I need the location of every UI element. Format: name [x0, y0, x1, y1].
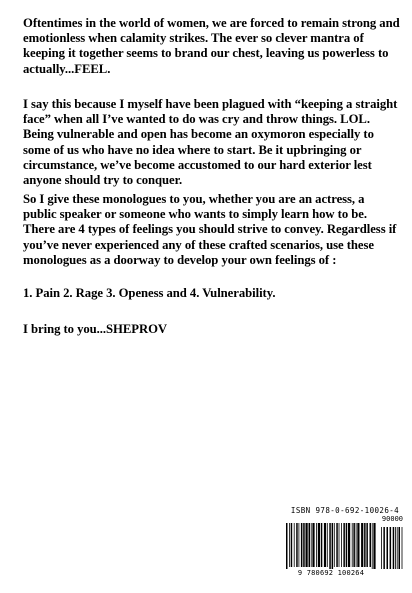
barcode-bars [285, 523, 405, 569]
experience-paragraph: I say this because I myself have been plagued with “keeping a straight face” when all I’ve wanted to do was cry and throw things. LOL. Being vulnerable and open has become an oxymoron especially to some of us who have no idea where to start. Be it upbringing or circumstance, we’ve become accustomed to our hard exterior lest anyone should try to conquer. [23, 97, 398, 188]
monologues-paragraph: So I give these monologues to you, whether you are an actress, a public speaker or someone who wants to simply learn how to be. There are 4 types of feelings you should strive to convey. Regardless if you’ve never experienced any of these crafted scenarios, use these monologues as a doorway to develop your own feelings of : [23, 192, 397, 267]
feelings-list: 1. Pain 2. Rage 3. Openess and 4. Vulnerability. [23, 286, 276, 300]
isbn-barcode [285, 506, 405, 582]
closing-line: I bring to you...SHEPROV [23, 322, 168, 336]
intro-paragraph: Oftentimes in the world of women, we are forced to remain strong and emotionless when calamity strikes. The ever so clever mantra of keeping it together seems to brand our chest, leaving us powerless to actually...FEEL. [23, 16, 400, 76]
barcode-digits: 9 780692 100264 [297, 569, 365, 577]
addon-code: 90000 [381, 515, 403, 523]
isbn-label: ISBN 978-0-692-10026-4 [290, 506, 400, 515]
